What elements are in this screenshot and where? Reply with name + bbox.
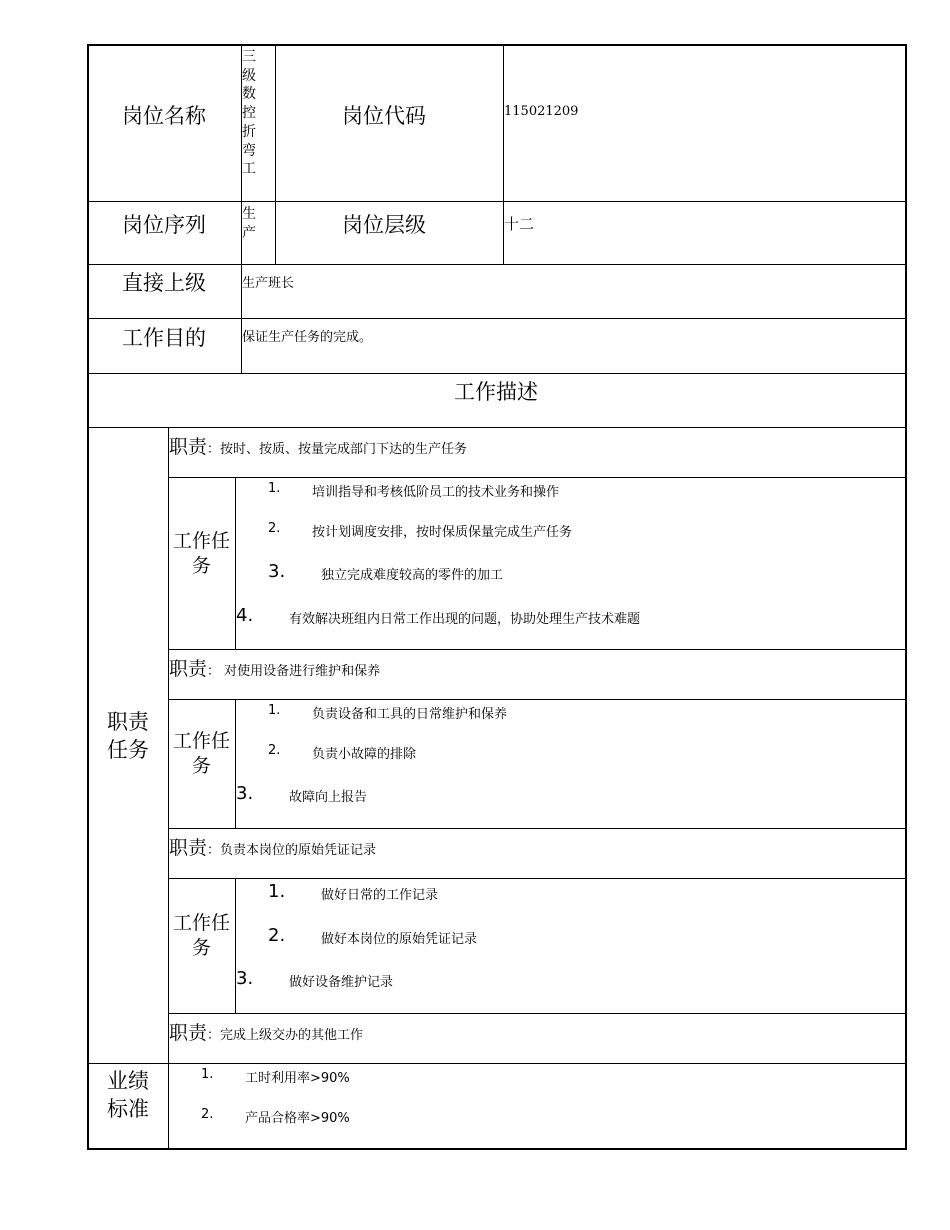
task-num: 2. <box>268 925 286 946</box>
task-num: 2. <box>268 743 281 758</box>
task-num: 3. <box>236 968 254 989</box>
task-text: 有效解决班组内日常工作出现的问题，协助处理生产技术难题 <box>289 612 641 627</box>
duty-label: 职责 <box>169 1022 208 1044</box>
duty-text: ： 对使用设备进行维护和保养 <box>207 664 381 679</box>
duty-2 <box>169 654 380 681</box>
duty-text: ：按时、按质、按量完成部门下达的生产任务 <box>207 442 468 457</box>
task-label: 工作任务 <box>172 530 230 577</box>
task-text: 做好本岗位的原始凭证记录 <box>321 932 478 947</box>
position-name-label: 岗位名称 <box>122 104 206 128</box>
supervisor-label: 直接上级 <box>122 271 206 295</box>
task-text: 按计划调度安排，按时保质保量完成生产任务 <box>312 525 573 540</box>
duty-1 <box>169 432 467 459</box>
task-text: 故障向上报告 <box>289 790 368 805</box>
duties-label: 职责任务 <box>107 710 149 762</box>
task-text: 独立完成难度较高的零件的加工 <box>321 568 504 583</box>
purpose-label: 工作目的 <box>122 326 206 350</box>
task-text: 做好日常的工作记录 <box>321 888 439 903</box>
duty-label: 职责 <box>169 658 208 680</box>
performance-num: 2. <box>201 1107 214 1122</box>
table-border-top <box>87 44 907 46</box>
duty-text: ：完成上级交办的其他工作 <box>207 1028 364 1043</box>
task-text: 负责小故障的排除 <box>312 747 417 762</box>
task-num: 3. <box>236 783 254 804</box>
performance-num: 1. <box>201 1067 214 1082</box>
position-level-label: 岗位层级 <box>342 213 426 237</box>
performance-label: 业绩标准 <box>107 1069 149 1121</box>
task-text: 培训指导和考核低阶员工的技术业务和操作 <box>312 485 560 500</box>
duty-label: 职责 <box>169 837 208 859</box>
task-label: 工作任务 <box>172 912 230 959</box>
duty-3 <box>169 833 376 860</box>
purpose-value: 保证生产任务的完成。 <box>242 330 373 345</box>
task-text: 做好设备维护记录 <box>289 975 394 990</box>
table-border-bottom <box>87 1148 907 1150</box>
performance-text: 工时利用率>90% <box>245 1071 350 1086</box>
task-num: 4. <box>236 605 254 626</box>
position-name-value: 三级数控折弯工 <box>242 49 256 178</box>
table-border-left <box>87 44 89 1150</box>
task-num: 1. <box>268 481 281 496</box>
duty-label: 职责 <box>169 436 208 458</box>
task-text: 负责设备和工具的日常维护和保养 <box>312 707 508 722</box>
position-level-value: 十二 <box>504 215 535 233</box>
duty-text: ：负责本岗位的原始凭证记录 <box>207 843 377 858</box>
position-code-value: 115021209 <box>504 104 579 119</box>
task-num: 2. <box>268 521 281 536</box>
table-border-right <box>905 44 907 1150</box>
position-code-label: 岗位代码 <box>342 104 426 128</box>
description-title: 工作描述 <box>454 380 538 404</box>
task-num: 1. <box>268 881 286 902</box>
supervisor-value: 生产班长 <box>242 276 295 291</box>
duty-4 <box>169 1018 363 1045</box>
task-num: 3. <box>268 561 286 582</box>
position-series-value: 生产 <box>242 206 256 241</box>
task-label: 工作任务 <box>172 730 230 777</box>
position-series-label: 岗位序列 <box>122 213 206 237</box>
task-num: 1. <box>268 703 281 718</box>
performance-text: 产品合格率>90% <box>245 1111 350 1126</box>
